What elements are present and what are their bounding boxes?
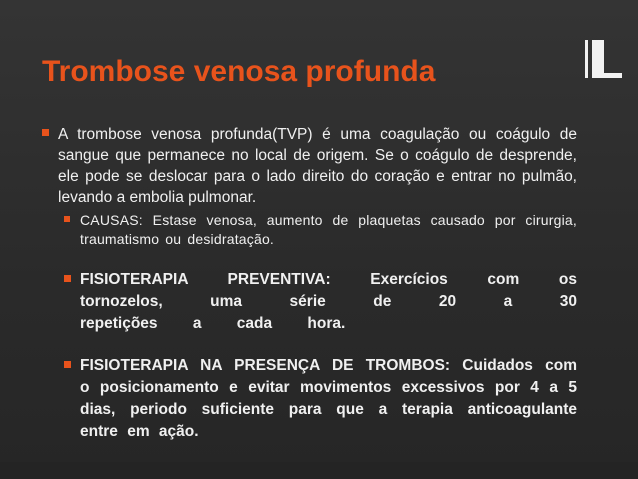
bullet-text: A trombose venosa profunda(TVP) é uma coagulação ou coágulo de sangue que permanece no local de origem. Se o coágulo de desprende, ele pode se deslocar para o lado direito do coração e entrar no pulmão, levando a embolia pulmonar. <box>58 126 577 206</box>
square-bullet-icon <box>64 275 71 282</box>
bullet-text: CAUSAS: Estase venosa, aumento de plaquetas causado por cirurgia, traumatismo ou desidratação. <box>80 212 577 247</box>
slide-body <box>42 124 577 443</box>
decorative-bar-base <box>592 73 622 78</box>
slide-title: Trombose venosa profunda <box>42 55 436 88</box>
square-bullet-icon <box>42 129 49 136</box>
decorative-bar-thin <box>585 40 588 78</box>
bullet-item-tvp-definition <box>42 124 577 208</box>
square-bullet-icon <box>64 361 71 368</box>
bullet-text: FISIOTERAPIA NA PRESENÇA DE TROMBOS: Cuidados com o posicionamento e evitar movimentos excessivos por 4 a 5 dias, periodo suficiente para que a terapia anticoagulante entre em ação. <box>80 357 577 440</box>
square-bullet-icon <box>64 216 70 222</box>
bullet-text: FISIOTERAPIA PREVENTIVA: Exercícios com os tornozelos, uma série de 20 a 30 repetições a cada hora. <box>80 271 577 332</box>
bullet-item-causas <box>42 211 577 249</box>
bullet-item-fisioterapia-trombos <box>42 355 577 443</box>
footer-band <box>0 462 638 479</box>
bullet-item-fisioterapia-preventiva <box>42 269 577 335</box>
